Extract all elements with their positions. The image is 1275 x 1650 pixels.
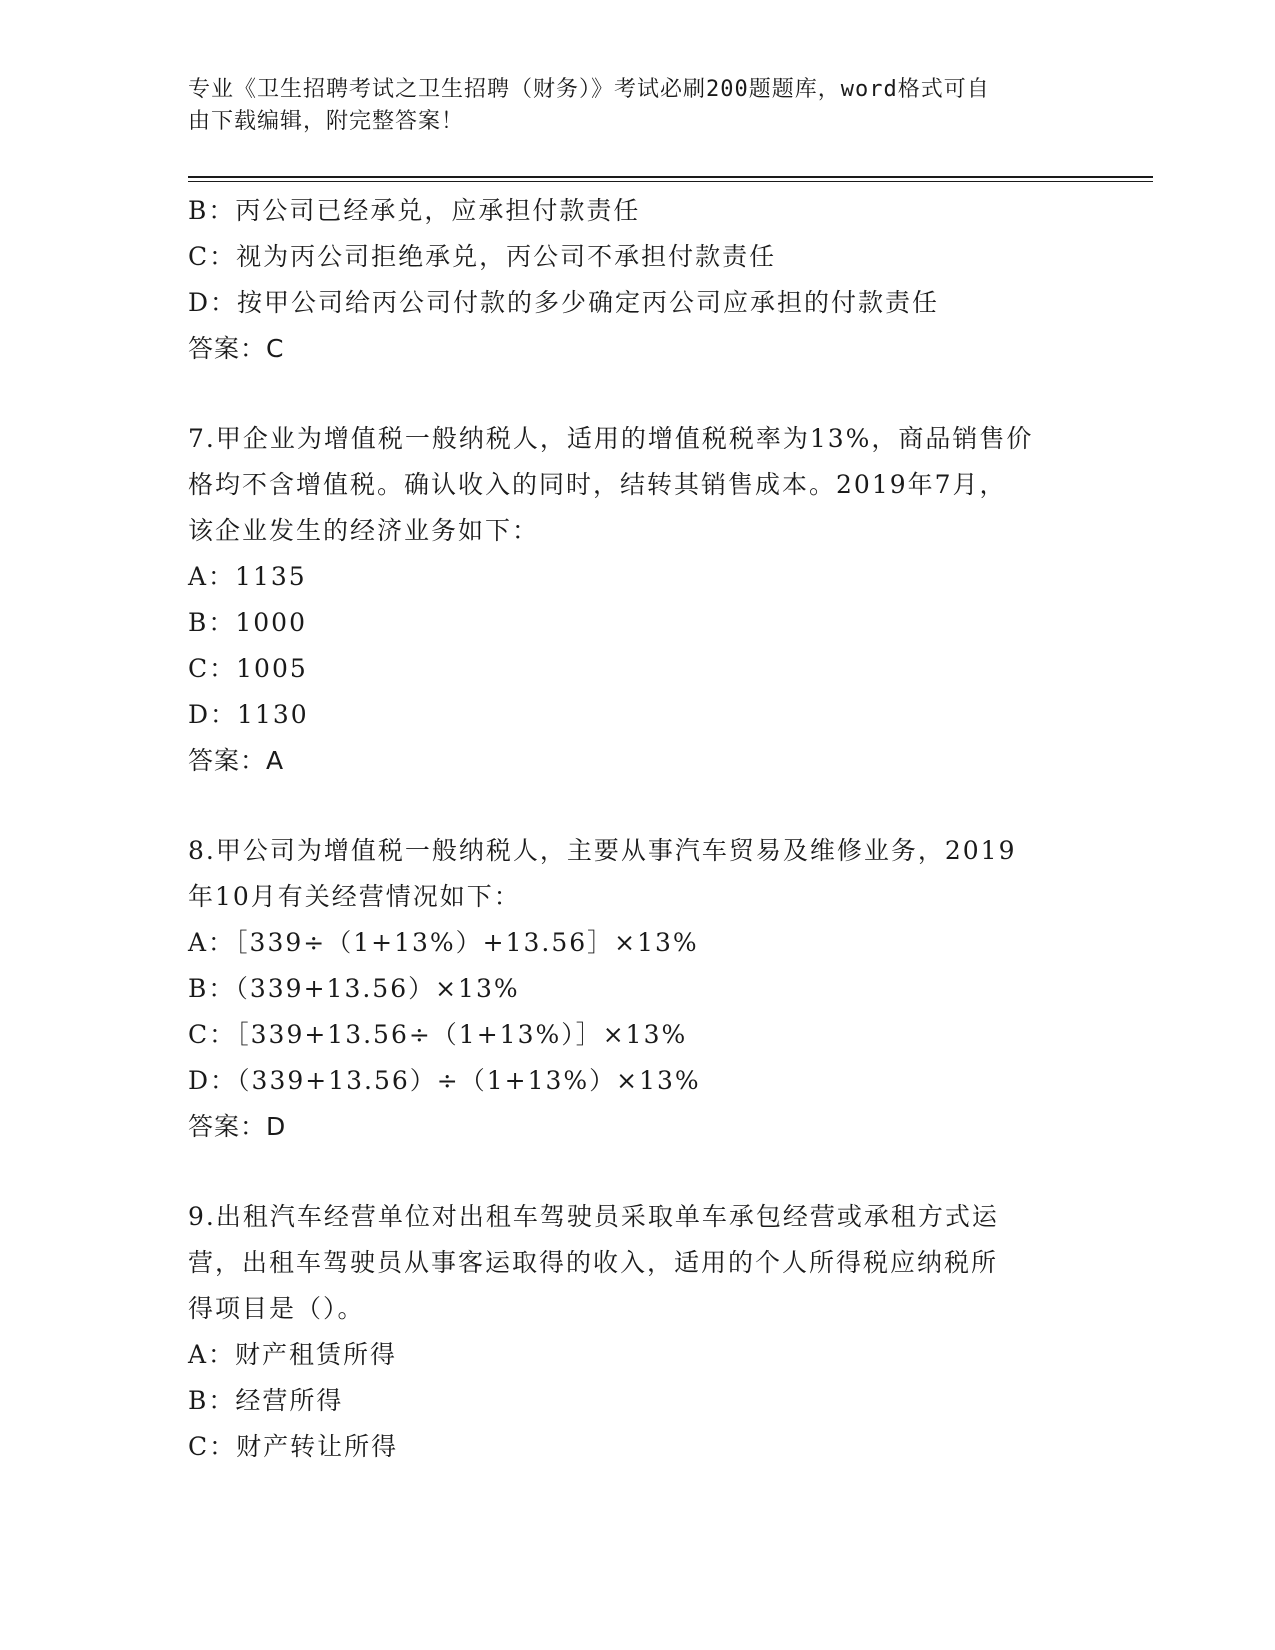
stem-line: 年10月有关经营情况如下： [188,882,521,911]
option-c: C：1005 [188,654,308,683]
stem-line: 该企业发生的经济业务如下： [188,516,540,545]
option-d: D：（339+13.56）÷（1+13%）×13% [188,1066,701,1095]
question-content [188,188,1088,1470]
header-line-1: 专业《卫生招聘考试之卫生招聘（财务）》考试必刷200题题库，word格式可自 [188,77,990,102]
document-header [188,74,1088,138]
stem-line: 格均不含增值税。确认收入的同时，结转其销售成本。2019年7月， [188,470,1007,499]
option-b: B：经营所得 [188,1386,344,1415]
option-d: D：1130 [188,700,309,729]
option-b: B：（339+13.56）×13% [188,974,520,1003]
option-a: A：财产租赁所得 [188,1340,398,1369]
stem-line: 7.甲企业为增值税一般纳税人，适用的增值税税率为13%，商品销售价 [188,424,1034,453]
option-c: C：财产转让所得 [188,1432,399,1461]
question-stem [188,416,1088,554]
option-a: A：［339÷（1+13%）+13.56］×13% [188,928,699,957]
option-d: D：按甲公司给丙公司付款的多少确定丙公司应承担的付款责任 [188,288,940,317]
stem-line: 9.出租汽车经营单位对出租车驾驶员采取单车承包经营或承租方式运 [188,1202,999,1231]
header-line-2: 由下载编辑，附完整答案！ [188,109,465,134]
header-divider-thick [188,176,1153,178]
question-8 [188,828,1088,1150]
stem-line: 营，出租车驾驶员从事客运取得的收入，适用的个人所得税应纳税所 [188,1248,999,1277]
answer: 答案：D [188,1112,287,1141]
option-c: C：［339+13.56÷（1+13%）］×13% [188,1020,688,1049]
option-c: C：视为丙公司拒绝承兑，丙公司不承担付款责任 [188,242,777,271]
answer: 答案：C [188,334,285,363]
answer: 答案：A [188,746,285,775]
option-b: B：丙公司已经承兑，应承担付款责任 [188,196,641,225]
question-9 [188,1194,1088,1470]
stem-line: 得项目是（）。 [188,1294,365,1323]
stem-line: 8.甲公司为增值税一般纳税人，主要从事汽车贸易及维修业务，2019 [188,836,1017,865]
question-stem [188,1194,1088,1332]
question-7 [188,416,1088,784]
option-b: B：1000 [188,608,307,637]
question-6 [188,188,1088,372]
option-a: A：1135 [188,562,307,591]
header-divider-thin [188,181,1153,182]
question-stem [188,828,1088,920]
